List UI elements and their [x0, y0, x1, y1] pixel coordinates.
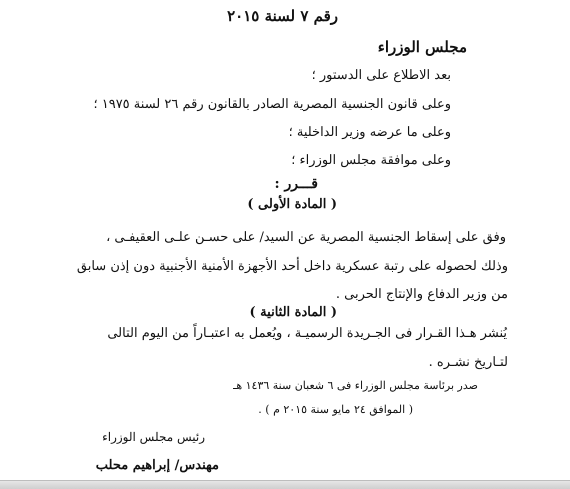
article-2-line-1: يُنشر هـذا القـرار فى الجـريدة الرسميـة ، ويُعمل به اعتبـاراً من اليوم التالى: [107, 326, 507, 341]
preamble-line-4: وعلى موافقة مجلس الوزراء ؛: [291, 153, 451, 168]
signature-title: رئيس مجلس الوزراء: [102, 430, 205, 444]
article-2-title: ( المادة الثانية ): [249, 305, 337, 320]
article-1-line-1: وفق على إسقاط الجنسية المصرية عن السيد/ على حسـن علـى العقيفـى ،: [106, 230, 506, 245]
issuer-heading: مجلس الوزراء: [377, 38, 467, 56]
preamble-line-2: وعلى قانون الجنسية المصرية الصادر بالقانون رقم ٢٦ لسنة ١٩٧٥ ؛: [93, 97, 451, 112]
article-1-title: ( المادة الأولى ): [247, 197, 337, 212]
issued-line-1: صدر برئاسة مجلس الوزراء فى ٦ شعبان سنة ١٤٣٦ هـ: [233, 379, 478, 392]
article-1-line-3: من وزير الدفاع والإنتاج الحربى .: [335, 287, 508, 302]
preamble-line-3: وعلى ما عرضه وزير الداخلية ؛: [288, 125, 451, 140]
article-1-line-2: وذلك لحصوله على رتبة عسكرية داخل أحد الأجهزة الأمنية الأجنبية دون إذن سابق: [76, 259, 508, 274]
decision-word: قـــرر :: [274, 176, 318, 192]
article-2-line-2: لتـاريخ نشـره .: [428, 355, 508, 370]
decree-number: رقم ٧ لسنة ٢٠١٥: [227, 7, 338, 25]
bottom-bar: [0, 480, 570, 489]
issued-line-2: ( الموافق ٢٤ مايو سنة ٢٠١٥ م ) .: [258, 403, 413, 416]
preamble-line-1: بعد الاطلاع على الدستور ؛: [311, 68, 451, 83]
signature-name: مهندس/ إبراهيم محلب: [95, 458, 219, 473]
